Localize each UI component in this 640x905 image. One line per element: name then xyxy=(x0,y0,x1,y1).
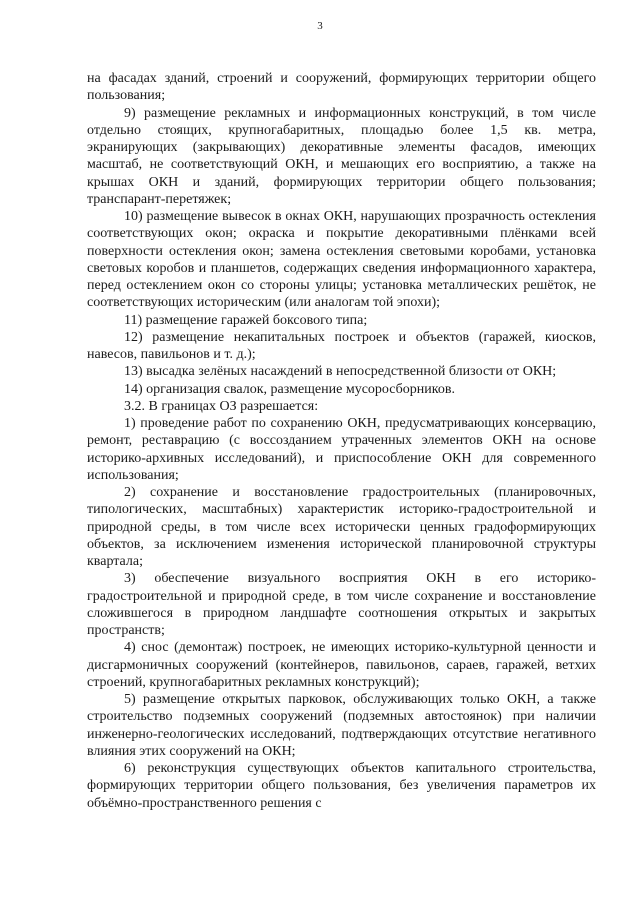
paragraph-allowed-4: 4) снос (демонтаж) построек, не имеющих историко-культурной ценности и дисгармоничных сооружений (контейнеров, павильонов, сараев, гаражей, ветхих строений, крупногабаритных рекламных конструкций); xyxy=(87,640,596,690)
paragraph-continuation: на фасадах зданий, строений и сооружений, формирующих территории общего пользования; xyxy=(87,71,596,104)
paragraph-item-12: 12) размещение некапитальных построек и объектов (гаражей, киосков, навесов, павильонов и т. д.); xyxy=(87,329,596,362)
paragraph-item-11: 11) размещение гаражей боксового типа; xyxy=(124,312,368,328)
paragraph-allowed-2: 2) сохранение и восстановление градостроительных (планировочных, типологических, масштабных) характеристик историко-градостроительной и природной среды, в том числе всех исторически ценных градоформирующих объектов, за исключением изменения исторической планировочной структуры квартала; xyxy=(87,485,596,569)
page-number: 3 xyxy=(317,20,323,32)
paragraph-allowed-6: 6) реконструкция существующих объектов капитального строительства, формирующих территории общего пользования, без увеличения параметров их объёмно-пространственного решения с xyxy=(87,761,596,811)
paragraph-item-13: 13) высадка зелёных насаждений в непосредственной близости от ОКН; xyxy=(124,364,557,380)
paragraph-item-14: 14) организация свалок, размещение мусоросборников. xyxy=(124,381,455,397)
section-heading-3-2: 3.2. В границах ОЗ разрешается: xyxy=(124,398,319,414)
paragraph-allowed-5: 5) размещение открытых парковок, обслуживающих только ОКН, а также строительство подземных сооружений (подземных автостоянок) при наличии инженерно-геологических исследований, подтверждающих отсутствие негативного влияния этих сооружений на ОКН; xyxy=(87,692,596,759)
paragraph-item-9: 9) размещение рекламных и информационных конструкций, в том числе отдельно стоящих, крупногабаритных, площадью более 1,5 кв. метра, экранирующих (закрывающих) декоративные элементы фасадов, имеющих масштаб, не соответствующий ОКН, и мешающих его восприятию, а также на крышах ОКН и зданий, формирующих территории общего пользования; транспарант-перетяжек; xyxy=(87,105,596,207)
paragraph-allowed-3: 3) обеспечение визуального восприятия ОКН в его историко-градостроительной и природной среде, в том числе сохранение и восстановление сложившегося в природном ландшафте соотношения открытых и закрытых пространств; xyxy=(87,571,596,638)
document-body xyxy=(87,70,596,812)
paragraph-item-10: 10) размещение вывесок в окнах ОКН, нарушающих прозрачность остекления соответствующих окон; окраска и покрытие декоративными плёнками всей поверхности остекления окон; замена остекления световыми коробами, установка световых коробов и планшетов, содержащих сведения информационного характера, перед остеклением окон со стороны улицы; установка металлических решёток, не соответствующих историческим (или аналогам той эпохи); xyxy=(87,209,596,311)
paragraph-allowed-1: 1) проведение работ по сохранению ОКН, предусматривающих консервацию, ремонт, реставрацию (с воссозданием утраченных элементов ОКН на основе историко-архивных исследований), и приспособление ОКН для современного использования; xyxy=(87,416,596,483)
